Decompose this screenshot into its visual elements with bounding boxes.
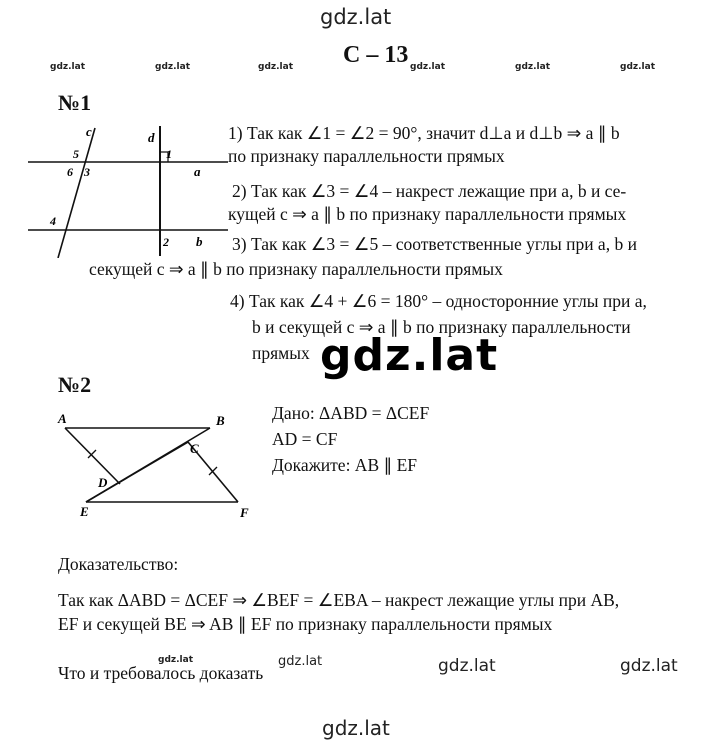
label-a: a — [194, 164, 201, 179]
task-1-label: №1 — [58, 90, 92, 115]
triangles-figure — [50, 406, 260, 518]
label-b: b — [196, 234, 203, 249]
task-1-line: 1) Так как ∠1 = ∠2 = 90°, значит d⊥a и d⊥b ⇒ a ∥ b — [228, 123, 620, 143]
task-2-label: №2 — [58, 372, 92, 397]
watermark-mid: gdz.lat — [620, 656, 678, 676]
label-D: D — [98, 475, 108, 490]
label-angle-6: 6 — [67, 165, 73, 179]
task-1-line: 2) Так как ∠3 = ∠4 – накрест лежащие при a, b и се- — [232, 181, 627, 201]
proof-title: Доказательство: — [58, 554, 179, 574]
watermark-top: gdz.lat — [320, 5, 392, 29]
task-1-line: b и секущей c ⇒ a ∥ b по признаку параллельности — [252, 317, 631, 337]
watermark-small: gdz.lat — [258, 62, 294, 72]
label-F: F — [240, 505, 249, 518]
watermark-mid: gdz.lat — [278, 654, 323, 669]
label-angle-4: 4 — [50, 214, 56, 228]
watermark-small: gdz.lat — [620, 62, 656, 72]
watermark-mid: gdz.lat — [438, 656, 496, 676]
label-angle-5: 5 — [73, 147, 79, 161]
watermark-small: gdz.lat — [515, 62, 551, 72]
task-1-line: секущей c ⇒ a ∥ b по признаку параллельности прямых — [89, 259, 503, 279]
label-angle-1: 1 — [166, 147, 172, 161]
label-d: d — [148, 130, 155, 145]
task-1-line: кущей c ⇒ a ∥ b по признаку параллельности прямых — [228, 204, 627, 224]
given-line: Докажите: AB ∥ EF — [272, 455, 418, 475]
label-A: A — [58, 411, 67, 426]
conclusion: Что и требовалось доказать — [58, 663, 264, 683]
page-title: С – 13 — [343, 42, 409, 68]
watermark-bottom: gdz.lat — [322, 716, 390, 740]
task-1-line: 4) Так как ∠4 + ∠6 = 180° – односторонние углы при a, — [230, 291, 647, 311]
label-angle-2: 2 — [163, 235, 169, 249]
watermark-small: gdz.lat — [155, 62, 191, 72]
parallel-lines-figure — [28, 122, 228, 258]
label-c: c — [86, 124, 92, 139]
label-angle-3: 3 — [84, 165, 90, 179]
task-1-line: по признаку параллельности прямых — [228, 146, 505, 166]
task-1-line: 3) Так как ∠3 = ∠5 – соответственные углы при a, b и — [232, 234, 637, 254]
label-C: C — [190, 441, 199, 456]
watermark-big: gdz.lat — [320, 330, 499, 381]
watermark-small: gdz.lat — [158, 655, 194, 665]
task-1-line: прямых — [252, 343, 310, 363]
label-B: B — [216, 413, 225, 428]
watermark-small: gdz.lat — [50, 62, 86, 72]
watermark-small: gdz.lat — [410, 62, 446, 72]
label-E: E — [80, 504, 89, 518]
proof-line: Так как ΔABD = ΔCEF ⇒ ∠BEF = ∠EBA – накрест лежащие углы при AB, — [58, 590, 620, 610]
given-line: Дано: ΔABD = ΔCEF — [272, 403, 430, 423]
given-line: AD = CF — [272, 429, 338, 449]
proof-line: EF и секущей BE ⇒ AB ∥ EF по признаку параллельности прямых — [58, 614, 553, 634]
